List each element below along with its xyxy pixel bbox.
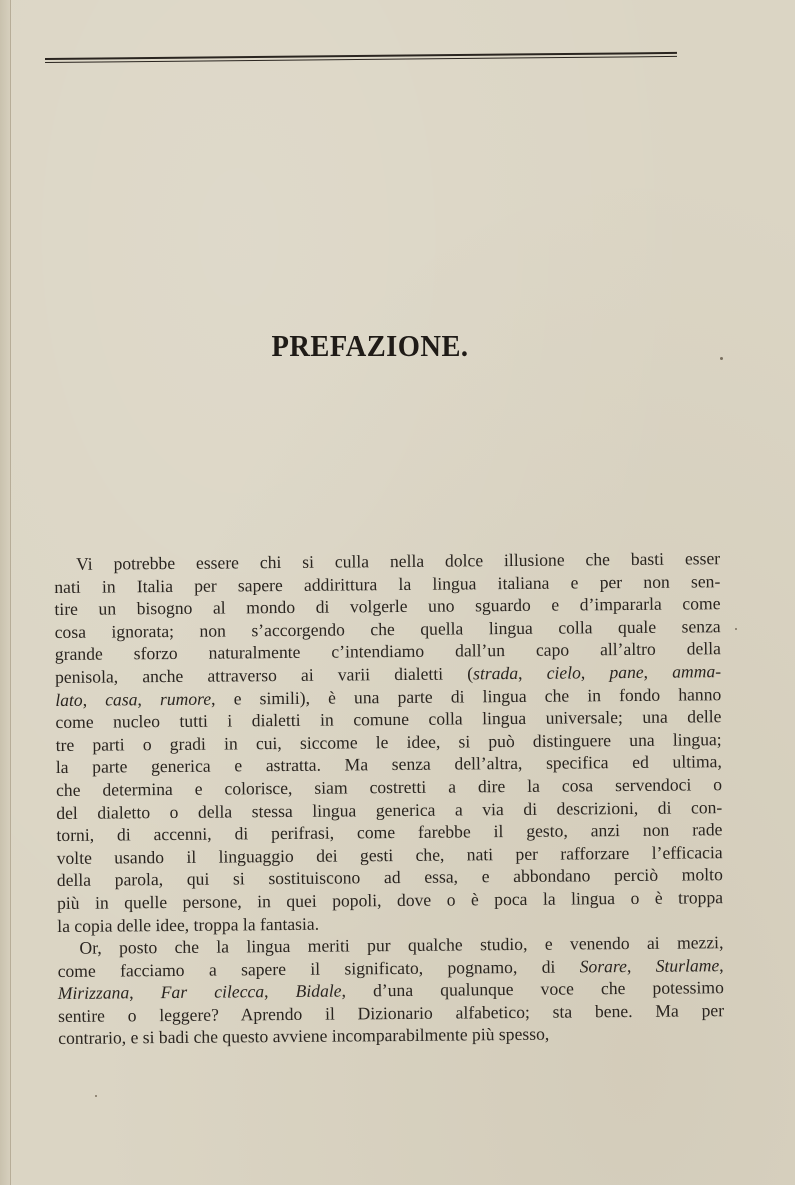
italic-term: Sturlame bbox=[655, 954, 720, 976]
italic-term: Mirizzana bbox=[57, 982, 130, 1004]
italic-term: casa bbox=[105, 688, 138, 710]
paragraph bbox=[57, 931, 724, 1050]
text-segment: come facciamo a sapere il significato, pognamo, di bbox=[57, 956, 580, 981]
text-segment: torni, di accenni, di perifrasi, come farebbe il gesto, anzi non rade bbox=[56, 819, 723, 846]
text-segment: , bbox=[643, 661, 673, 682]
text-segment: sentire o leggere? Aprendo il Dizionario alfabetico; sta bene. Ma per bbox=[57, 1000, 725, 1026]
text-segment: della parola, qui si sostituiscono ad essa, e abbondano perciò molto bbox=[56, 864, 723, 891]
text-segment: , bbox=[518, 662, 547, 683]
text-segment: Vi potrebbe essere chi si culla nella dolce illusione che basti esser bbox=[76, 548, 721, 574]
header-double-rule bbox=[45, 52, 677, 68]
italic-term: Bidale bbox=[295, 980, 342, 1002]
text-segment: più in quelle persone, in quei popoli, dove o è poca la lingua o è troppa bbox=[56, 887, 724, 913]
text-segment: , bbox=[137, 688, 161, 709]
text-segment: , bbox=[580, 662, 610, 683]
page-gutter-edge bbox=[0, 0, 11, 1185]
text-segment: , e simili), è una parte di lingua che in fondo hanno bbox=[211, 683, 722, 709]
italic-term: rumore bbox=[159, 688, 212, 709]
italic-term: Sorare bbox=[579, 955, 628, 977]
italic-term: Far cilecca bbox=[160, 981, 265, 1003]
text-segment: , bbox=[263, 981, 296, 1002]
paper-speck bbox=[735, 628, 737, 630]
italic-term: lato bbox=[55, 689, 83, 710]
paper-speck bbox=[95, 1095, 97, 1097]
text-segment: cosa ignorata; non s’accorgendo che quella lingua colla quale senza bbox=[54, 615, 721, 642]
text-segment: tire un bisogno al mondo di volgerle uno sguardo e d’impararla come bbox=[54, 593, 721, 620]
body-text bbox=[54, 547, 724, 1050]
paper-speck bbox=[720, 357, 723, 360]
paragraph bbox=[54, 547, 723, 937]
text-segment: nati in Italia per sapere addirittura la lingua italiana e per non sen- bbox=[54, 570, 721, 597]
italic-term: cielo bbox=[546, 662, 581, 683]
text-segment: grande sforzo naturalmente c’intendiamo dall’un capo all’altro della bbox=[54, 638, 721, 665]
text-segment: tre parti o gradi in cui, siccome le idee, si può distinguere una lingua; bbox=[55, 728, 722, 755]
text-segment: , d’una qualunque voce che potessimo bbox=[341, 977, 724, 1001]
text-segment: che determina e colorisce, siam costretti a dire la cosa servendoci o bbox=[55, 774, 723, 800]
text-segment: , bbox=[82, 689, 106, 710]
text-segment: contrario, e si badi che questo avviene incomparabilmente più spesso, bbox=[58, 1024, 550, 1049]
text-segment: penisola, anche attraverso ai varii dialetti ( bbox=[54, 663, 474, 687]
italic-term: amma- bbox=[672, 661, 722, 682]
text-segment: volte usando il linguaggio dei gesti che, nati per rafforzare l’efficacia bbox=[56, 841, 723, 868]
italic-term: strada bbox=[473, 662, 519, 684]
text-line bbox=[58, 1022, 724, 1050]
text-segment: , bbox=[719, 954, 724, 975]
text-segment: come nucleo tutti i dialetti in comune colla lingua universale; una delle bbox=[55, 706, 722, 733]
page-heading: PREFAZIONE. bbox=[271, 328, 469, 363]
text-segment: , bbox=[129, 982, 161, 1003]
text-segment: , bbox=[626, 955, 656, 976]
text-segment: Or, posto che la lingua meriti pur qualche studio, e venendo ai mezzi, bbox=[79, 932, 724, 958]
text-segment: del dialetto o della stessa lingua generica a via di descrizioni, di con- bbox=[56, 796, 723, 823]
text-segment: la parte generica e astratta. Ma senza dell’altra, specifica ed ultima, bbox=[55, 751, 722, 778]
italic-term: pane bbox=[609, 661, 644, 683]
text-segment: la copia delle idee, troppa la fantasia. bbox=[57, 913, 320, 936]
